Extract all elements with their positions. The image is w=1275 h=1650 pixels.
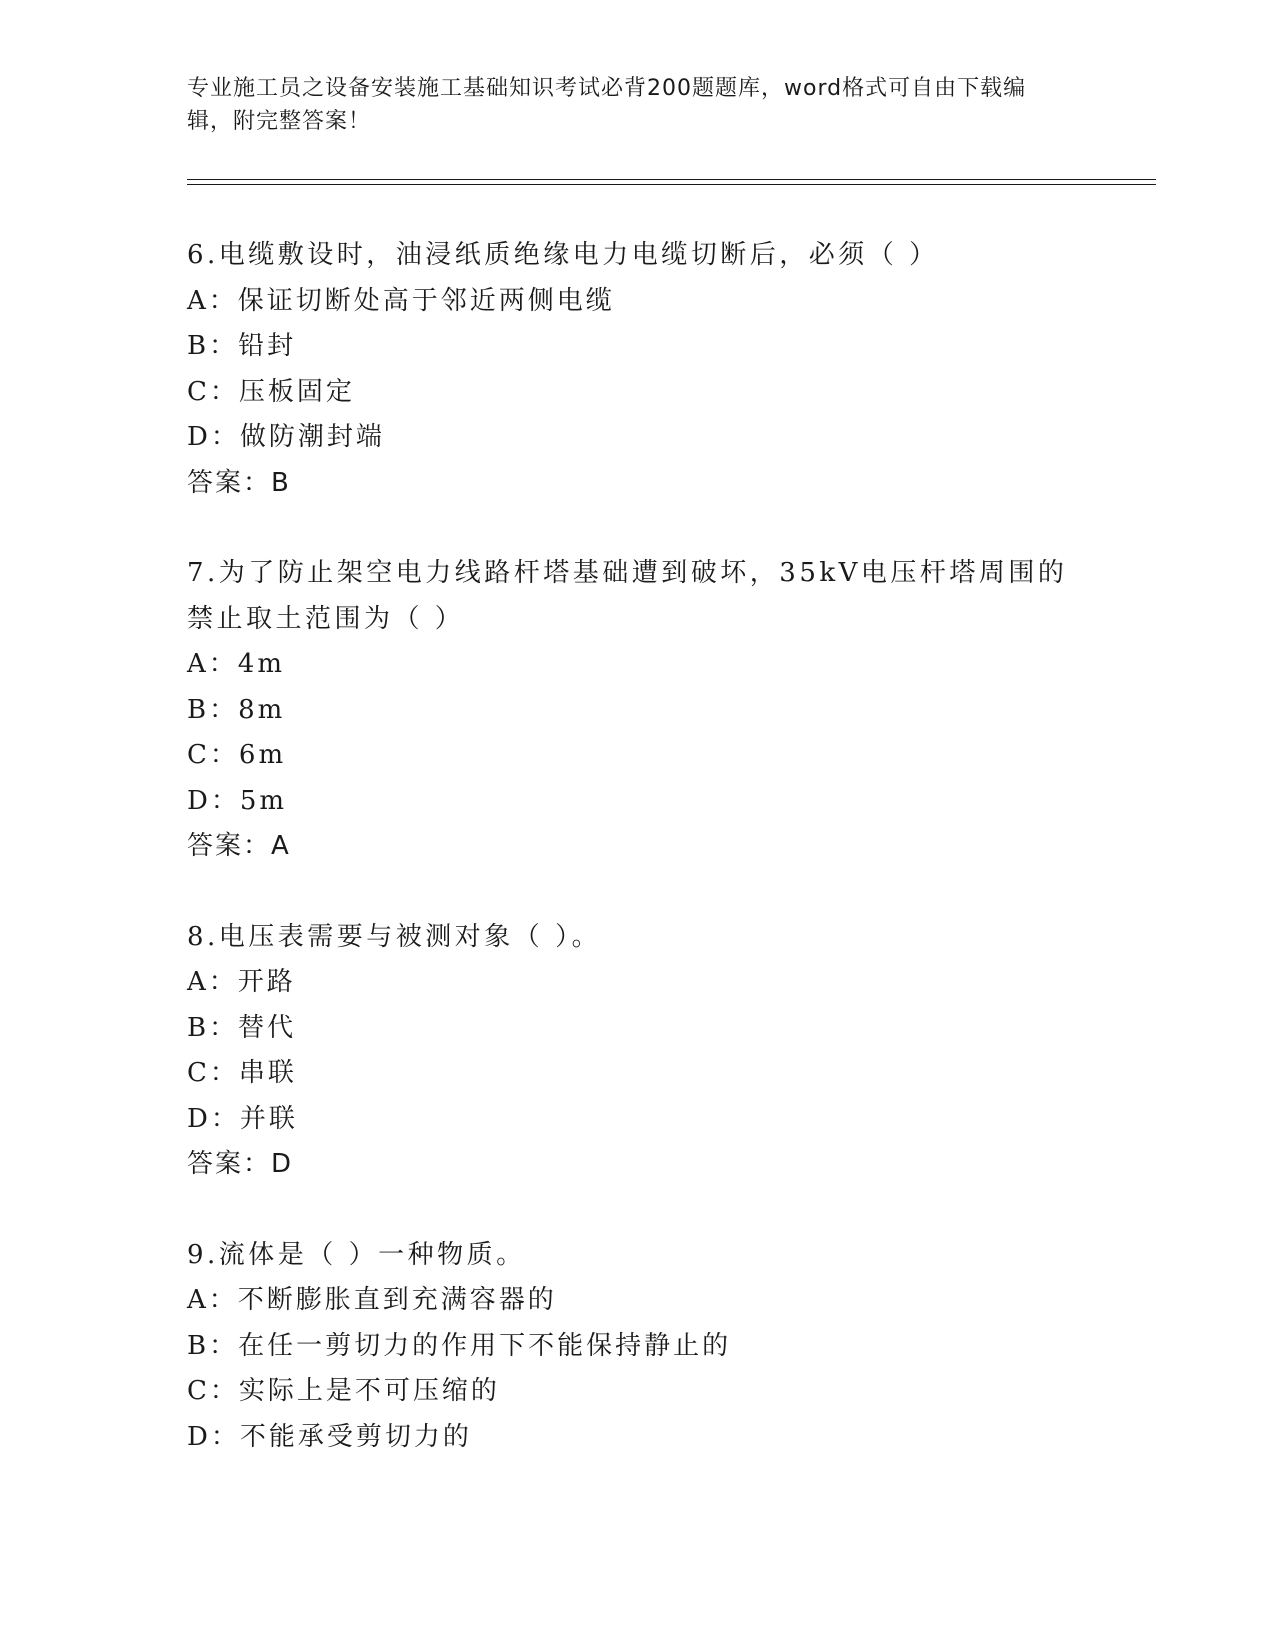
question-8 <box>187 915 1087 1188</box>
option-text: 压板固定 <box>238 376 355 407</box>
option-d <box>187 415 1087 461</box>
option-key: A： <box>187 967 238 997</box>
option-key: A： <box>187 1285 238 1315</box>
option-key: B： <box>187 1012 239 1043</box>
header-divider-top <box>187 179 1156 180</box>
option-c <box>187 370 1087 416</box>
option-text: 开路 <box>237 967 296 997</box>
option-key: A： <box>187 649 238 679</box>
option-text: 做防潮封端 <box>239 422 385 452</box>
option-key: D： <box>187 1421 240 1452</box>
option-text: 保证切断处高于邻近两侧电缆 <box>237 285 615 316</box>
option-c <box>187 1369 1087 1415</box>
question-9 <box>187 1233 1087 1461</box>
option-key: A： <box>187 285 238 316</box>
option-c <box>187 733 1087 779</box>
option-key: C： <box>187 1376 239 1406</box>
option-a <box>187 1278 1087 1324</box>
option-text: 并联 <box>239 1103 298 1134</box>
option-text: 4m <box>237 649 285 679</box>
question-stem: 6.电缆敷设时，油浸纸质绝缘电力电缆切断后，必须（ ） <box>187 240 939 270</box>
option-a <box>187 642 1087 688</box>
option-key: C： <box>187 740 239 770</box>
option-b <box>187 324 1087 370</box>
option-key: B： <box>187 694 239 725</box>
option-text: 在任一剪切力的作用下不能保持静止的 <box>238 1330 732 1361</box>
option-text: 实际上是不可压缩的 <box>238 1376 500 1406</box>
option-key: D： <box>187 785 240 816</box>
option-a <box>187 279 1087 325</box>
question-6 <box>187 233 1087 506</box>
answer: 答案：D <box>187 1149 294 1179</box>
option-text: 5m <box>239 785 288 816</box>
question-7 <box>187 551 1087 870</box>
header-divider-bottom <box>187 184 1156 185</box>
option-text: 不断膨胀直到充满容器的 <box>237 1285 557 1315</box>
question-stem: 8.电压表需要与被测对象（ ）。 <box>187 921 602 952</box>
option-key: D： <box>187 422 240 452</box>
header-text: 专业施工员之设备安装施工基础知识考试必背200题题库，word格式可自由下载编辑，附完整答案！ <box>187 76 1027 134</box>
option-key: C： <box>187 376 239 407</box>
question-list <box>187 233 1087 1460</box>
option-d <box>187 779 1087 825</box>
option-key: D： <box>187 1103 240 1134</box>
option-b <box>187 1324 1087 1370</box>
option-d <box>187 1415 1087 1461</box>
option-key: B： <box>187 331 239 361</box>
question-stem: 7.为了防止架空电力线路杆塔基础遭到破坏，35kV电压杆塔周围的禁止取土范围为（ ） <box>187 558 1068 634</box>
option-key: B： <box>187 1330 239 1361</box>
option-b <box>187 688 1087 734</box>
question-stem: 9.流体是（ ）一种物质。 <box>187 1239 526 1270</box>
option-text: 铅封 <box>238 331 297 361</box>
option-text: 不能承受剪切力的 <box>239 1421 472 1452</box>
option-b <box>187 1006 1087 1052</box>
option-d <box>187 1097 1087 1143</box>
option-text: 替代 <box>238 1012 297 1043</box>
option-a <box>187 960 1087 1006</box>
option-text: 6m <box>238 740 287 770</box>
answer: 答案：B <box>187 467 291 498</box>
document-header <box>187 72 1067 138</box>
option-key: C： <box>187 1058 239 1088</box>
option-text: 串联 <box>238 1058 297 1088</box>
option-text: 8m <box>238 694 286 725</box>
answer: 答案：A <box>187 831 291 861</box>
option-c <box>187 1051 1087 1097</box>
